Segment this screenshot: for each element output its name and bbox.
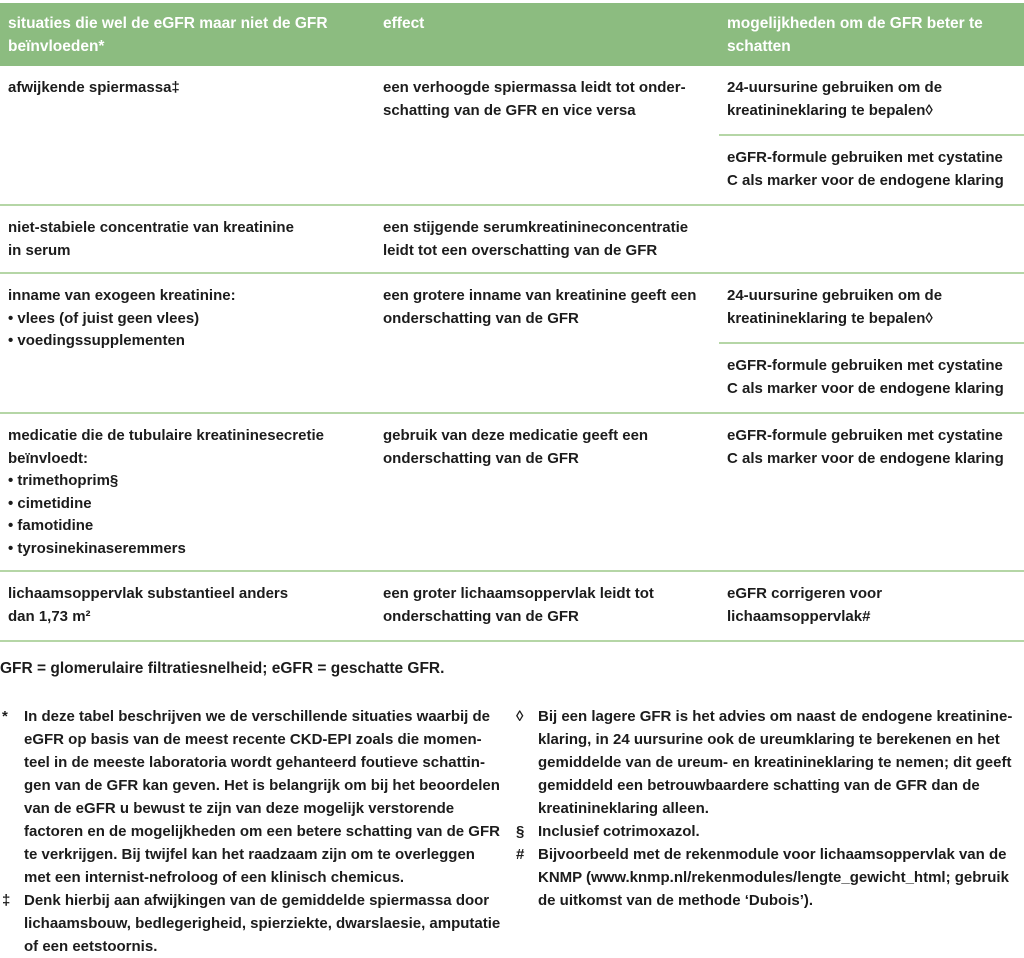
footnote-marker: * — [2, 708, 8, 725]
text-line: C als marker voor de endogene klaring — [727, 171, 1004, 189]
footnote — [516, 843, 1024, 912]
header-line: schatten — [727, 38, 791, 55]
footnote — [516, 705, 1024, 820]
option-cell — [719, 274, 1024, 342]
footnotes-right-column — [514, 705, 1024, 958]
footnote-marker: § — [516, 823, 525, 840]
options-cell — [719, 274, 1024, 412]
footnote-line: gemiddelde van de ureum- en kreatinineklaring te nemen; dit geeft — [538, 754, 1012, 771]
text-line: dan 1,73 m² — [8, 607, 91, 625]
footnote-marker: ‡ — [2, 892, 11, 909]
footnote-marker: # — [516, 846, 525, 863]
column-header-effect — [375, 3, 719, 66]
footnote-text — [24, 889, 514, 958]
situation-cell — [0, 414, 375, 570]
text-line: gebruik van deze medicatie geeft een — [383, 427, 649, 444]
footnote-line: met een internist-nefroloog of een klinisch chemicus. — [24, 869, 405, 886]
footnote-line: klaring, in 24 uursurine ook de ureumklaring te berekenen en het — [538, 731, 1000, 748]
text-line: 24-uursurine gebruiken om de — [727, 287, 943, 304]
footnote-line: kreatinineklaring alleen. — [538, 800, 709, 817]
text-line: lichaamsoppervlak substantieel anders — [8, 585, 289, 602]
text-line: eGFR-formule gebruiken met cystatine — [727, 357, 1003, 374]
table-row — [0, 412, 1024, 570]
footnote-line: gemiddeld een betrouwbaardere schatting van de GFR dan de — [538, 777, 980, 794]
text-line: in serum — [8, 241, 71, 259]
text-line: • vlees (of juist geen vlees) — [8, 309, 200, 327]
table-row — [0, 66, 1024, 204]
option-cell — [719, 342, 1024, 412]
text-line: een grotere inname van kreatinine geeft een — [383, 287, 697, 304]
footnote-line: of een eetstoornis. — [24, 938, 158, 955]
text-line: C als marker voor de endogene klaring — [727, 449, 1004, 467]
text-line: • famotidine — [8, 517, 94, 534]
text-line: • tyrosinekinaseremmers — [8, 539, 186, 557]
text-line: • voedingssupplementen — [8, 332, 185, 349]
options-cell — [719, 66, 1024, 204]
header-line: mogelijkheden om de GFR beter te — [727, 15, 983, 32]
text-line: • trimethoprim§ — [8, 472, 119, 489]
footnote-line: Inclusief cotrimoxazol. — [538, 823, 700, 840]
footnote-line: de uitkomst van de methode ‘Dubois’). — [538, 892, 814, 909]
table-body — [0, 66, 1024, 642]
footnote — [516, 820, 1024, 843]
text-line: een verhoogde spiermassa leidt tot onder- — [383, 79, 686, 96]
footnote-line: Bijvoorbeeld met de rekenmodule voor lichaamsoppervlak van de — [538, 846, 1007, 863]
footnote-text — [24, 705, 514, 889]
table-row — [0, 272, 1024, 412]
footnote-text — [538, 705, 1024, 820]
effect-cell — [375, 414, 719, 570]
text-line: C als marker voor de endogene klaring — [727, 379, 1004, 397]
options-cell — [719, 414, 1024, 570]
table-row — [0, 570, 1024, 642]
footnote-line: van de eGFR u bewust te zijn van deze mogelijk verstorende — [24, 800, 455, 817]
text-line: • cimetidine — [8, 494, 92, 512]
text-line: een groter lichaamsoppervlak leidt tot — [383, 585, 654, 602]
effect-cell — [375, 274, 719, 412]
text-line: onderschatting van de GFR — [383, 449, 579, 467]
text-line: leidt tot een overschatting van de GFR — [383, 241, 658, 259]
situation-cell — [0, 206, 375, 272]
abbreviation-line: GFR = glomerulaire filtratiesnelheid; eGFR = geschatte GFR. — [0, 660, 445, 677]
text-line: onderschatting van de GFR — [383, 309, 579, 327]
footnote-line: factoren en de mogelijkheden om een betere schatting van de GFR — [24, 823, 500, 840]
text-line: eGFR-formule gebruiken met cystatine — [727, 149, 1003, 166]
option-cell — [719, 414, 1024, 482]
footnotes-left-column — [0, 705, 514, 958]
footnote-line: KNMP (www.knmp.nl/rekenmodules/lengte_gewicht_html; gebruik — [538, 869, 1009, 886]
text-line: beïnvloedt: — [8, 449, 89, 467]
text-line: een stijgende serumkreatinineconcentratie — [383, 219, 689, 236]
footnote-line: Denk hierbij aan afwijkingen van de gemiddelde spiermassa door — [24, 892, 490, 909]
text-line: niet-stabiele concentratie van kreatinine — [8, 219, 294, 236]
options-cell — [719, 572, 1024, 640]
effect-cell — [375, 66, 719, 204]
footnote-line: lichaamsbouw, bedlegerigheid, spierziekte, dwarslaesie, amputatie — [24, 915, 501, 932]
footnote — [2, 705, 514, 889]
table-header-row — [0, 3, 1024, 66]
effect-cell — [375, 206, 719, 272]
option-cell — [719, 66, 1024, 134]
footnotes — [0, 705, 1024, 958]
footnote-marker: ◊ — [516, 708, 524, 725]
option-cell — [719, 572, 1024, 640]
text-line: kreatinineklaring te bepalen◊ — [727, 309, 933, 327]
egfr-table — [0, 3, 1024, 642]
situation-cell — [0, 572, 375, 640]
situation-cell — [0, 66, 375, 204]
table-row — [0, 204, 1024, 272]
text-line: lichaamsoppervlak# — [727, 607, 871, 625]
text-line: afwijkende spiermassa‡ — [8, 79, 180, 96]
text-line: schatting van de GFR en vice versa — [383, 101, 636, 119]
text-line: eGFR corrigeren voor — [727, 585, 883, 602]
footnote-line: In deze tabel beschrijven we de verschillende situaties waarbij de — [24, 708, 491, 725]
footnote-line: Bij een lagere GFR is het advies om naast de endogene kreatinine- — [538, 708, 1013, 725]
footnote-line: gen van de GFR kan geven. Het is belangrijk om bij het beoordelen — [24, 777, 500, 794]
text-line: onderschatting van de GFR — [383, 607, 579, 625]
footnote-text — [538, 843, 1024, 912]
column-header-situations — [0, 3, 375, 66]
header-line: beïnvloeden* — [8, 38, 105, 55]
column-header-options — [719, 3, 1024, 66]
situation-cell — [0, 274, 375, 412]
header-line: effect — [383, 15, 425, 32]
footnote-line: eGFR op basis van de meest recente CKD-EPI zoals die momen- — [24, 731, 482, 748]
text-line: 24-uursurine gebruiken om de — [727, 79, 943, 96]
text-line: kreatinineklaring te bepalen◊ — [727, 101, 933, 119]
footnote — [2, 889, 514, 958]
effect-cell — [375, 572, 719, 640]
text-line: medicatie die de tubulaire kreatininesecretie — [8, 427, 324, 444]
text-line: inname van exogeen kreatinine: — [8, 287, 236, 304]
footnote-text — [538, 820, 1024, 843]
footnote-line: te verkrijgen. Bij twijfel kan het raadzaam zijn om te overleggen — [24, 846, 475, 863]
text-line: eGFR-formule gebruiken met cystatine — [727, 427, 1003, 444]
footnote-line: teel in de meeste laboratoria wordt gehanteerd foutieve schattin- — [24, 754, 485, 771]
option-cell — [719, 134, 1024, 204]
header-line: situaties die wel de eGFR maar niet de GFR — [8, 15, 328, 32]
options-cell — [719, 206, 1024, 272]
